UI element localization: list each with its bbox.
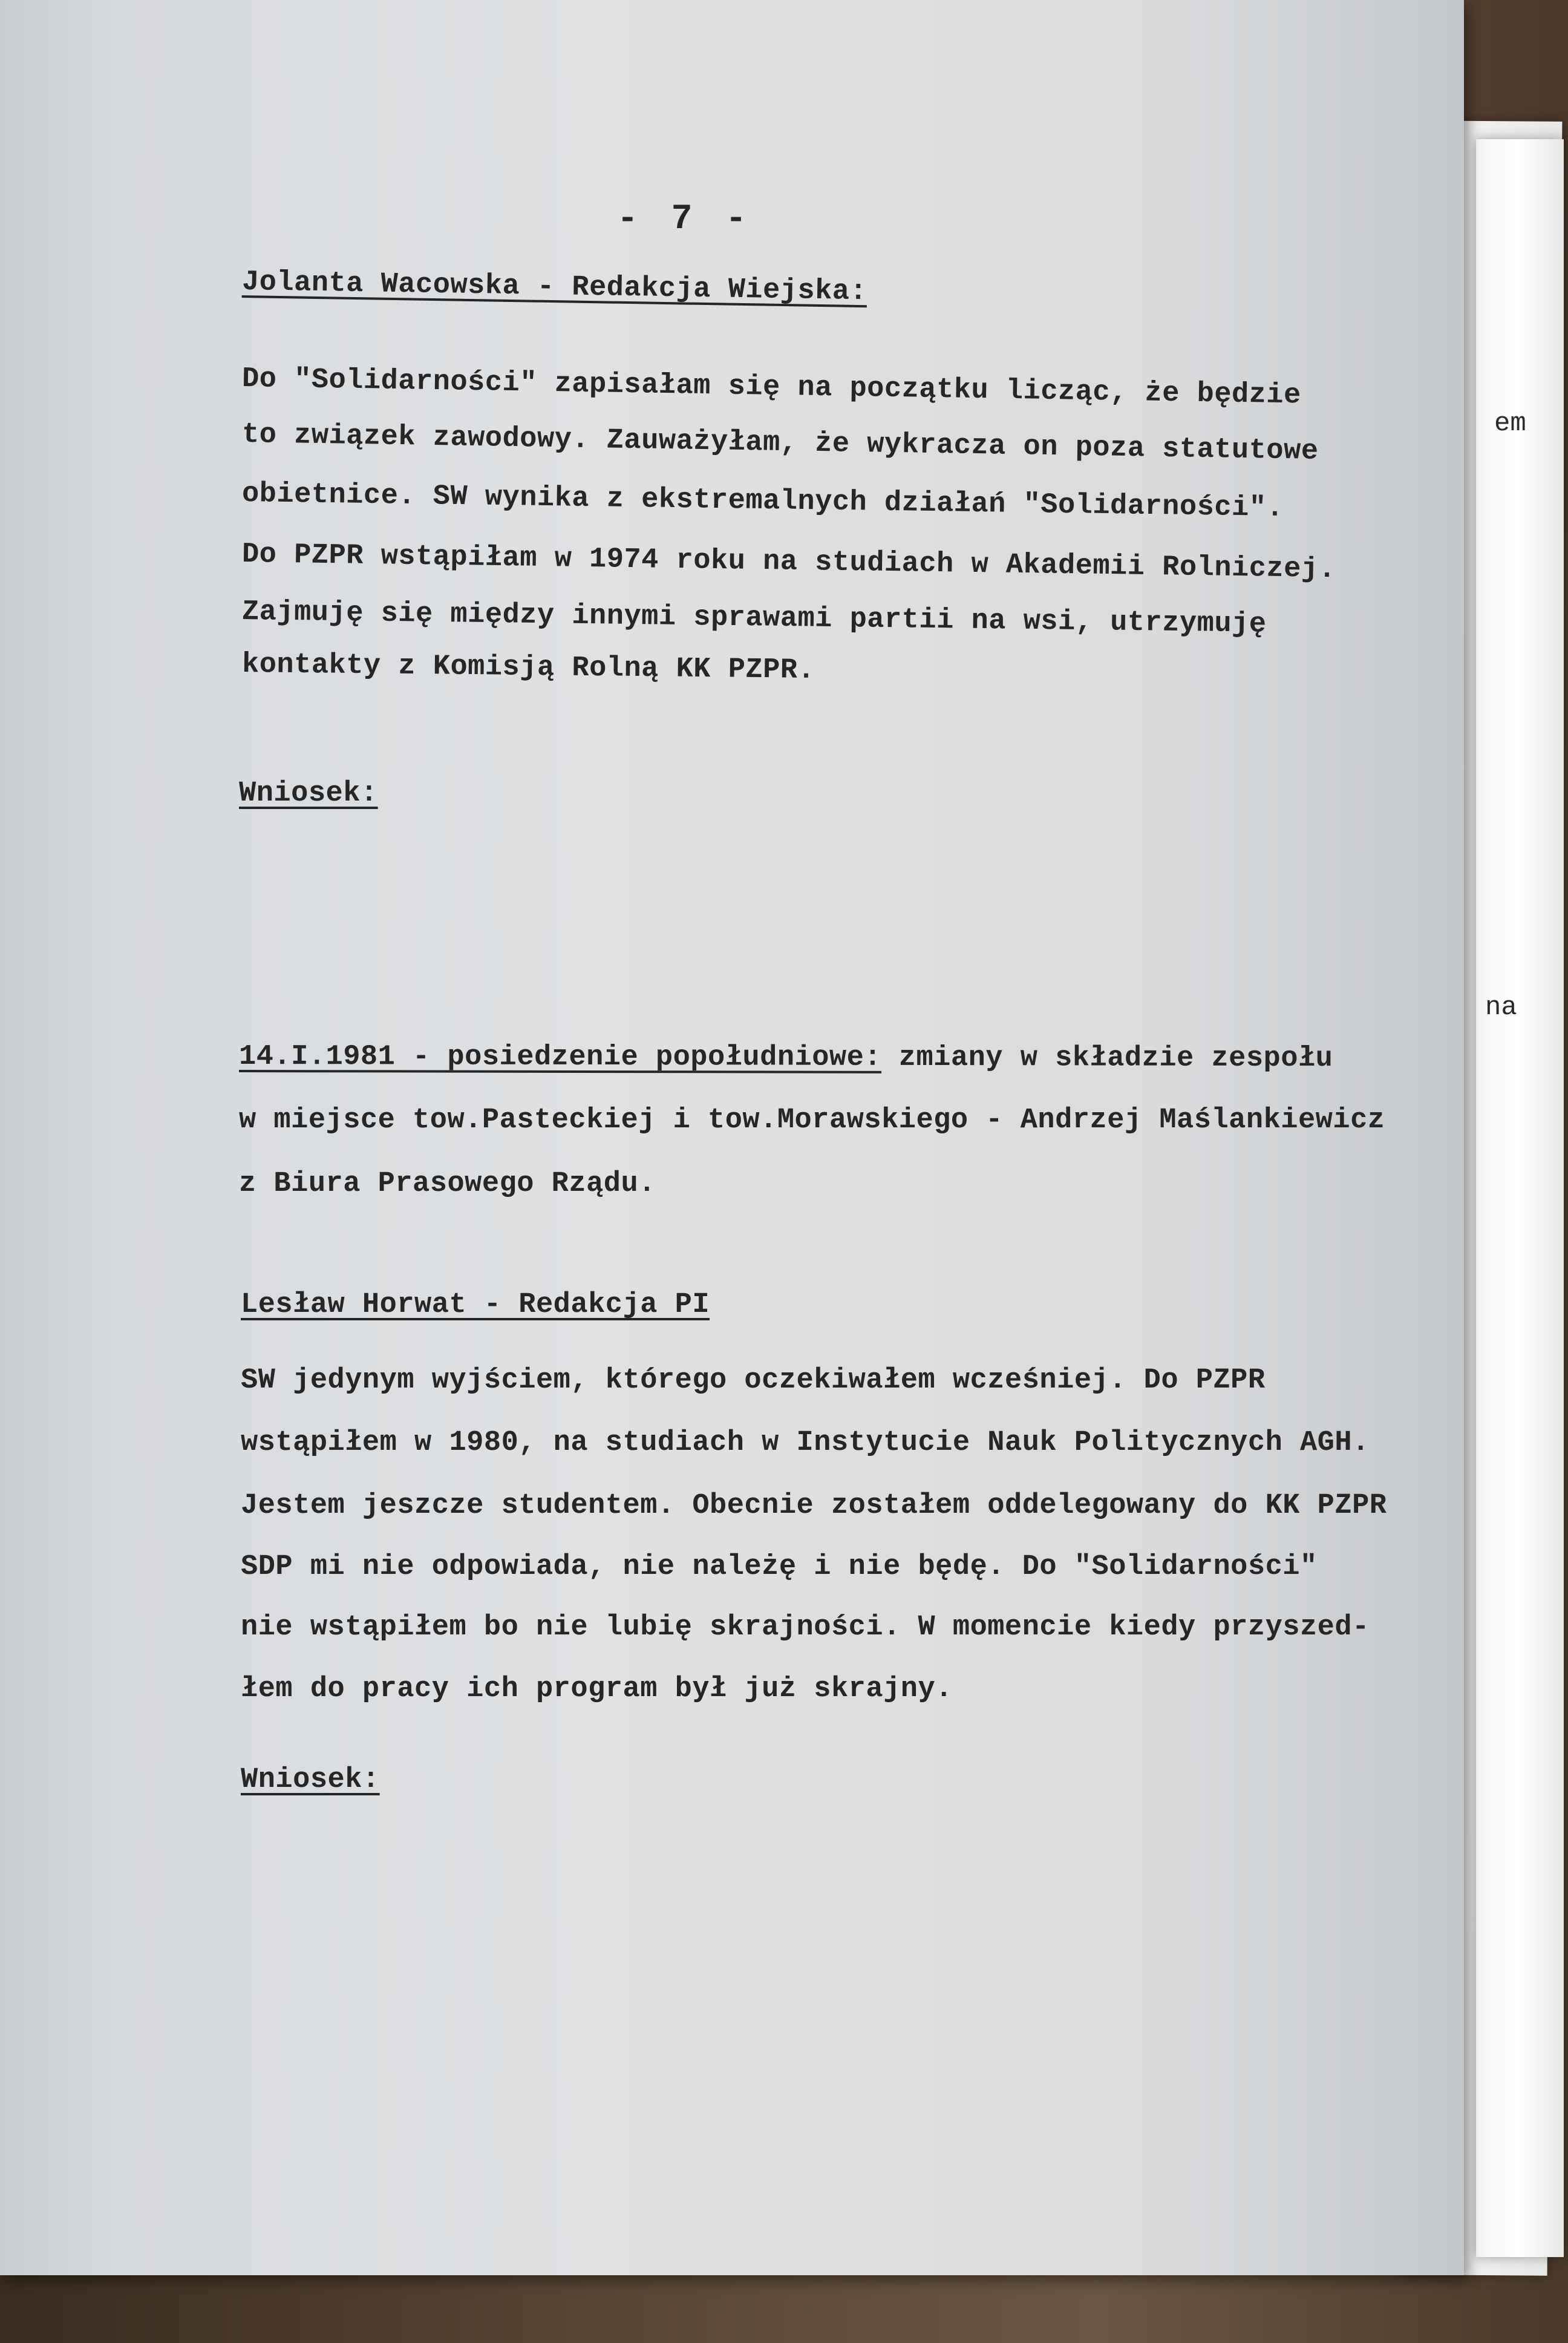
section-body-horwat: [241, 1365, 1451, 1740]
body-line: wstąpiłem w 1980, na studiach w Instytucie Nauk Politycznych AGH.: [241, 1427, 1370, 1459]
body-line: nie wstąpiłem bo nie lubię skrajności. W momencie kiedy przyszed-: [241, 1611, 1370, 1643]
session-heading: 14.I.1981 - posiedzenie popołudniowe:: [238, 1041, 882, 1074]
underlying-page-edge: [1476, 139, 1564, 2257]
body-line: z Biura Prasowego Rządu.: [239, 1168, 656, 1200]
body-line: Zajmuję się między innymi sprawami partii na wsi, utrzymuję: [241, 596, 1267, 641]
body-line: Do "Solidarności" zapisałam się na początku licząc, że będzie: [241, 363, 1302, 412]
session-line-rest: zmiany w składzie zespołu: [881, 1041, 1333, 1075]
page-number: - 7 -: [617, 200, 753, 239]
body-line: SW jedynym wyjściem, którego oczekiwałem wcześniej. Do PZPR: [241, 1365, 1266, 1397]
underlying-page-text-fragment: na: [1485, 992, 1517, 1023]
body-line: Do PZPR wstąpiłam w 1974 roku na studiach w Akademii Rolniczej.: [241, 539, 1336, 586]
body-line: to związek zawodowy. Zauważyłam, że wykracza on poza statutowe: [241, 419, 1319, 468]
conclusion-label: Wniosek:: [241, 1764, 380, 1796]
body-line: w miejsce tow.Pasteckiej i tow.Morawskiego - Andrzej Maślankiewicz: [239, 1104, 1385, 1136]
body-line: obietnice. SW wynika z ekstremalnych działań "Solidarności".: [241, 478, 1284, 525]
body-line: łem do pracy ich program był już skrajny.: [241, 1673, 953, 1705]
conclusion-label: Wniosek:: [239, 778, 378, 810]
section-heading-horwat: Lesław Horwat - Redakcja PI: [241, 1289, 710, 1321]
session-line: [239, 1041, 1333, 1075]
section-body-wacowska: [242, 363, 1391, 726]
body-line: kontakty z Komisją Rolną KK PZPR.: [241, 649, 815, 687]
section-heading-wacowska: Jolanta Wacowska - Redakcja Wiejska:: [241, 266, 867, 309]
body-line: SDP mi nie odpowiada, nie należę i nie będę. Do "Solidarności": [241, 1551, 1318, 1583]
underlying-page-text-fragment: em: [1494, 408, 1526, 439]
body-line: Jestem jeszcze studentem. Obecnie zostałem oddelegowany do KK PZPR: [241, 1490, 1387, 1522]
